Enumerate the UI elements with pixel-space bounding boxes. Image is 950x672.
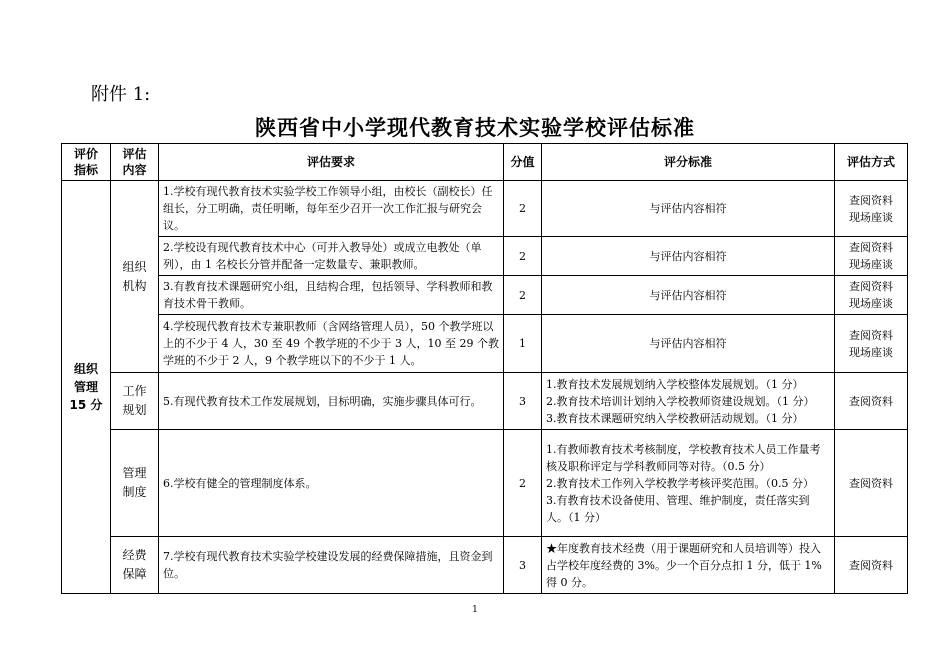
evaluation-table [61,143,908,594]
method-cell: 查阅资料 [835,537,908,594]
table-row [62,237,908,276]
header-criteria: 评分标准 [542,144,835,181]
requirement-cell: 7.学校有现代教育技术实验学校建设发展的经费保障措施，且资金到位。 [159,537,504,594]
table-row [62,537,908,594]
criteria-cell: 1.教育技术发展规划纳入学校整体发展规划。（1 分） 2.教育技术培训计划纳入学校教师资建设规划。（1 分） 3.教育技术课题研究纳入学校教研活动规划。（1 分） [542,373,835,430]
requirement-cell: 3.有教育技术课题研究小组，且结构合理，包括领导、学科教师和教育技术骨干教师。 [159,276,504,315]
header-content: 评估 内容 [111,144,159,181]
criteria-cell: 与评估内容相符 [542,315,835,373]
score-cell: 3 [504,373,542,430]
table-row [62,181,908,237]
requirement-cell: 4.学校现代教育技术专兼职教师（含网络管理人员），50 个教学班以上的不少于 4 人，30 至 49 个教学班的不少于 3 人，10 至 29 个教学班的不少于 2 人，9 个教学班以下的不少于 1 人。 [159,315,504,373]
requirement-cell: 5.有现代教育技术工作发展规划，目标明确，实施步骤具体可行。 [159,373,504,430]
criteria-cell: 与评估内容相符 [542,181,835,237]
requirement-cell: 2.学校设有现代教育技术中心（可并入教导处）或成立电教处（单列），由 1 名校长分管并配备一定数量专、兼职教师。 [159,237,504,276]
score-cell: 2 [504,430,542,537]
document-title: 陕西省中小学现代教育技术实验学校评估标准 [255,116,695,140]
header-score: 分值 [504,144,542,181]
method-cell: 查阅资料 [835,430,908,537]
indicator-cell: 组织 管理 15 分 [62,181,111,594]
method-cell: 查阅资料 [835,373,908,430]
category-mgmt: 管理 制度 [111,430,159,537]
category-plan: 工作 规划 [111,373,159,430]
header-indicator: 评价 指标 [62,144,111,181]
category-org: 组织 机构 [111,181,159,373]
requirement-cell: 6.学校有健全的管理制度体系。 [159,430,504,537]
method-cell: 查阅资料 现场座谈 [835,315,908,373]
score-cell: 2 [504,237,542,276]
attachment-label: 附件 1: [91,84,151,105]
criteria-cell: 1.有教师教育技术考核制度，学校教育技术人员工作量考核及职称评定与学科教师同等对待。（0.5 分） 2.教育技术工作列入学校教学考核评奖范围。（0.5 分） 3.有教育技术设备使用、管理、维护制度，责任落实到人。（1 分） [542,430,835,537]
method-cell: 查阅资料 现场座谈 [835,237,908,276]
method-cell: 查阅资料 现场座谈 [835,276,908,315]
requirement-cell: 1.学校有现代教育技术实验学校工作领导小组，由校长（副校长）任组长，分工明确，责任明晰，每年至少召开一次工作汇报与研究会议。 [159,181,504,237]
criteria-cell: 与评估内容相符 [542,237,835,276]
score-cell: 2 [504,276,542,315]
score-cell: 3 [504,537,542,594]
score-cell: 2 [504,181,542,237]
header-method: 评估方式 [835,144,908,181]
criteria-cell: 与评估内容相符 [542,276,835,315]
page-number: 1 [472,605,478,615]
table-header-row [62,144,908,181]
category-fund: 经费 保障 [111,537,159,594]
score-cell: 1 [504,315,542,373]
method-cell: 查阅资料 现场座谈 [835,181,908,237]
table-row [62,315,908,373]
table-row [62,373,908,430]
table-row [62,430,908,537]
header-requirement: 评估要求 [159,144,504,181]
criteria-cell: ★年度教育技术经费（用于课题研究和人员培训等）投入占学校年度经费的 3%。少一个百分点扣 1 分，低于 1%得 0 分。 [542,537,835,594]
table-row [62,276,908,315]
